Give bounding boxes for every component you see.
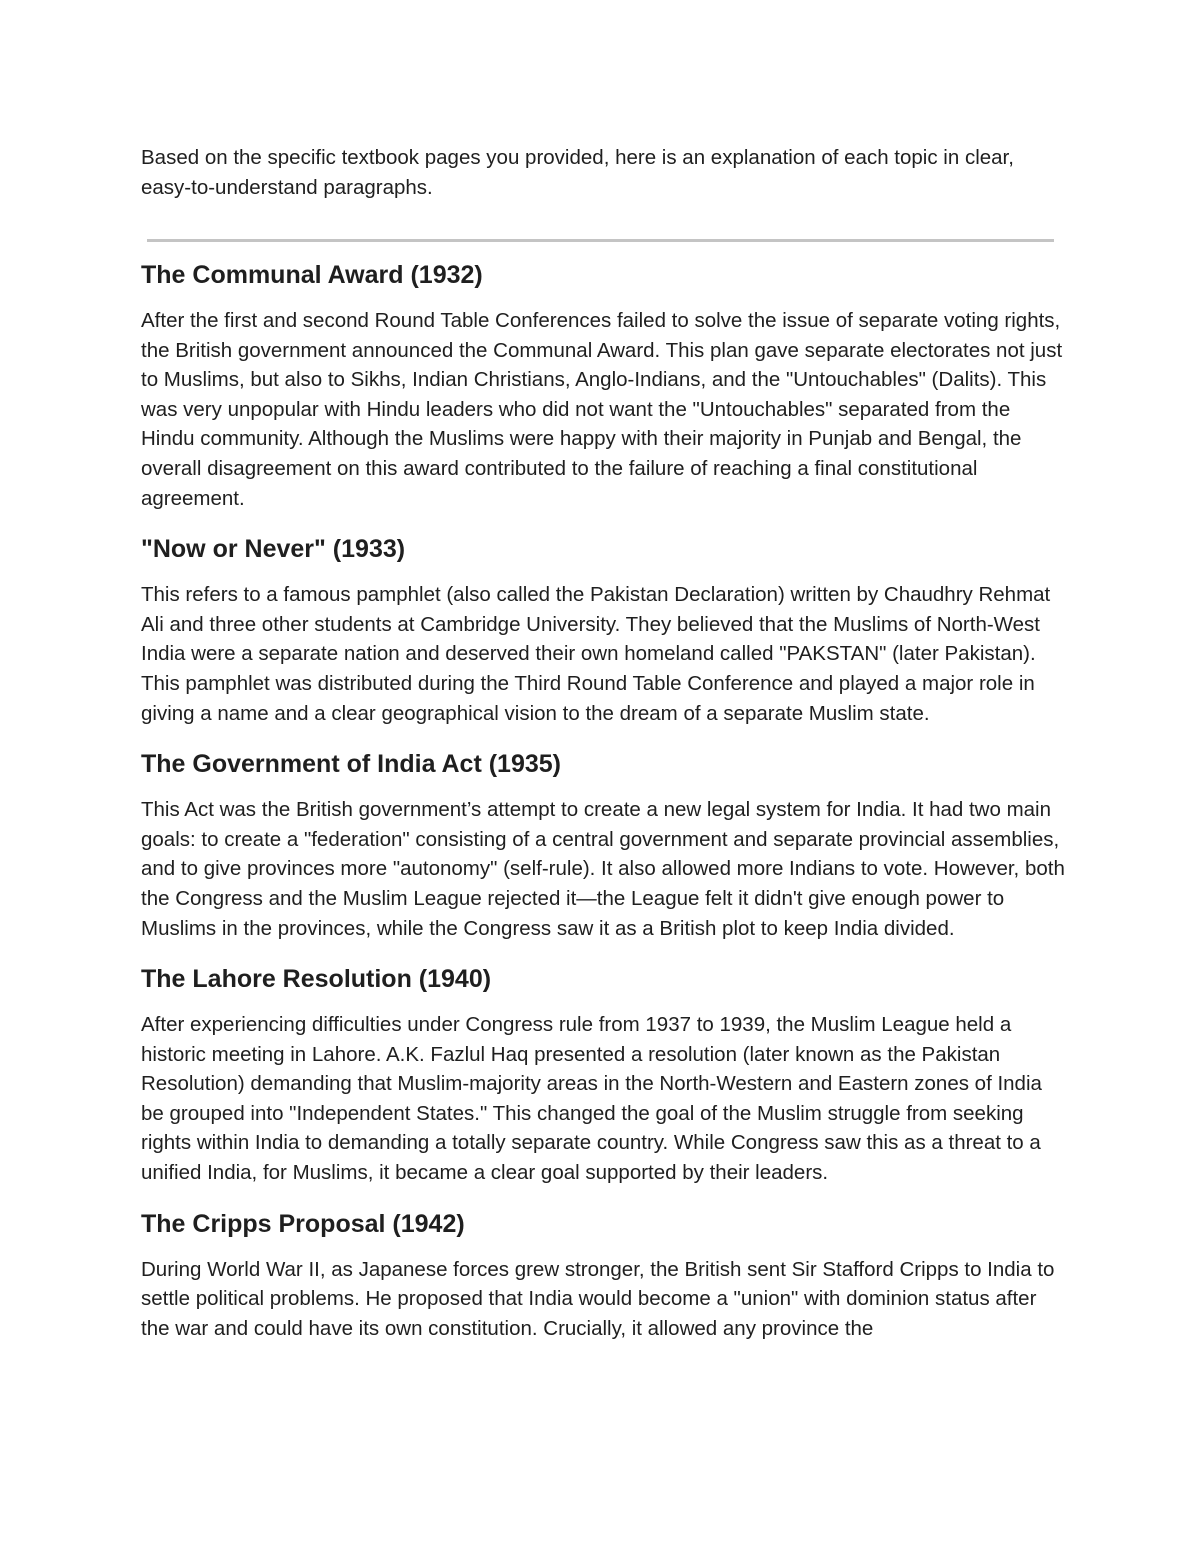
section-paragraph: During World War II, as Japanese forces grew stronger, the British sent Sir Stafford Cripps to India to settle political problems. He proposed that India would become a "union" with dominion status after the war and could have its own constitution. Crucially, it allowed any province the (141, 1257, 1055, 1340)
section-cripps-proposal (141, 1208, 1066, 1344)
section-paragraph: This Act was the British government’s attempt to create a new legal system for India. It had two main goals: to create a "federation" consisting of a central government and separate provincial assemblies, and to give provinces more "autonomy" (self-rule). It also allowed more Indians to vote. However, both the Congress and the Muslim League rejected it—the League felt it didn't give enough power to Muslims in the provinces, while the Congress saw it as a British plot to keep India divided. (141, 798, 1065, 940)
section-now-or-never (141, 533, 1066, 728)
document-page (141, 143, 1066, 1343)
horizontal-divider (147, 239, 1054, 242)
section-heading: The Communal Award (1932) (141, 261, 483, 289)
section-lahore-resolution (141, 963, 1066, 1188)
section-heading: The Government of India Act (1935) (141, 750, 561, 779)
section-communal-award (141, 259, 1066, 513)
section-government-of-india-act (141, 748, 1066, 943)
section-paragraph: After the first and second Round Table Conferences failed to solve the issue of separate voting rights, the British government announced the Communal Award. This plan gave separate electorates not just to Muslims, but also to Sikhs, Indian Christians, Anglo-Indians, and the "Untouchables" (Dalits). This was very unpopular with Hindu leaders who did not want the "Untouchables" separated from the Hindu community. Although the Muslims were happy with their majority in Punjab and Bengal, the overall disagreement on this award contributed to the failure of reaching a final constitutional agreement. (141, 309, 1063, 510)
section-paragraph: After experiencing difficulties under Congress rule from 1937 to 1939, the Muslim League held a historic meeting in Lahore. A.K. Fazlul Haq presented a resolution (later known as the Pakistan Resolution) demanding that Muslim-majority areas in the North-Western and Eastern zones of India be grouped into "Independent States." This changed the goal of the Muslim struggle from seeking rights within India to demanding a totally separate country. While Congress saw this as a threat to a unified India, for Muslims, it became a clear goal supported by their leaders. (141, 1013, 1042, 1185)
intro-paragraph: Based on the specific textbook pages you provided, here is an explanation of each topic in clear, easy-to-understand paragraphs. (141, 146, 1014, 199)
section-paragraph: This refers to a famous pamphlet (also called the Pakistan Declaration) written by Chaudhry Rehmat Ali and three other students at Cambridge University. They believed that the Muslims of North-West India were a separate nation and deserved their own homeland called "PAKSTAN" (later Pakistan). This pamphlet was distributed during the Third Round Table Conference and played a major role in giving a name and a clear geographical vision to the dream of a separate Muslim state. (141, 583, 1051, 725)
section-heading: The Cripps Proposal (1942) (141, 1209, 465, 1238)
section-heading: The Lahore Resolution (1940) (141, 965, 492, 994)
section-heading: "Now or Never" (1933) (141, 535, 406, 564)
